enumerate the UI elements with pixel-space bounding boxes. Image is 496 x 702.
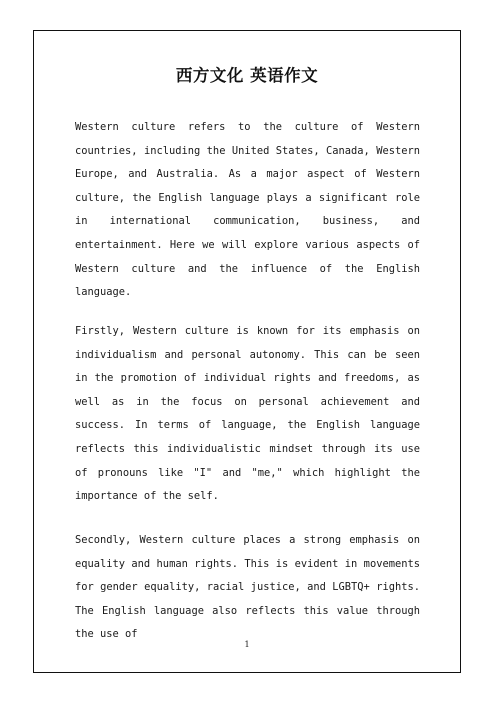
document-title: 西方文化 英语作文 [175, 66, 319, 85]
paragraph-intro: Western culture refers to the culture of Western countries, including the United States, Canada, Western Europe, and Australia. As a major aspect of Western culture, the English language plays a significant role in international communication, business, and entertainment. Here we will explore various aspects of Western culture and the influence of the English language. [75, 121, 420, 299]
page-number: 1 [244, 640, 250, 649]
paragraph-individualism: Firstly, Western culture is known for its emphasis on individualism and personal autonomy. This can be seen in the promotion of individual rights and freedoms, as well as in the focus on personal achievement and success. In terms of language, the English language reflects this individualistic mindset through its use of pronouns like "I" and "me," which highlight the importance of the self. [75, 325, 420, 503]
paragraph-equality: Secondly, Western culture places a strong emphasis on equality and human rights. This is evident in movements for gender equality, racial justice, and LGBTQ+ rights. The English language also reflects this value through the use of [75, 534, 420, 641]
